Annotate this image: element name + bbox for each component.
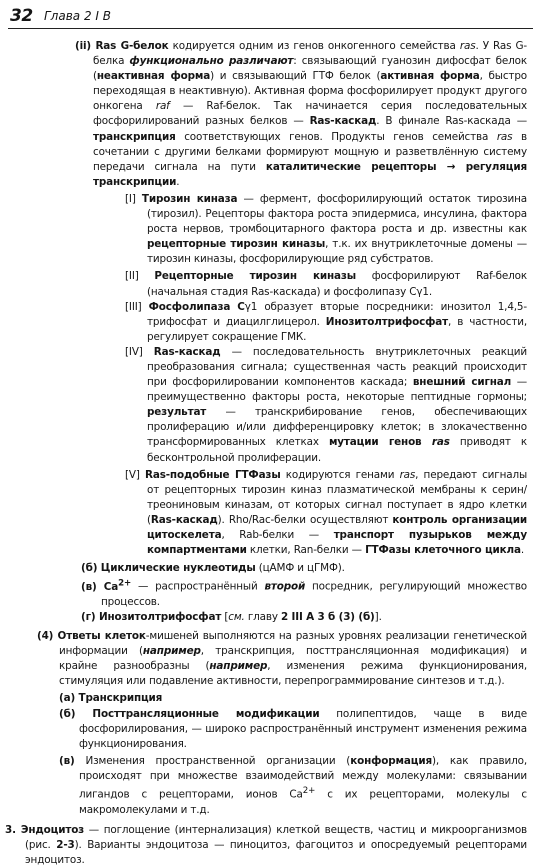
page-body <box>0 39 541 868</box>
chapter-title: Глава 2 I В <box>44 9 111 23</box>
para-calcium: (в) $Ca^{2+}$ — распространённый второй посредник, регулирующий множество процессов. <box>81 578 527 608</box>
para-posttranslational: (б) Посттрансляционные модификации полипептидов, чаще в виде фосфорилирования, — широко распространённый инструмент изменения режима функционирования. <box>59 707 527 750</box>
para-phospholipase: [III] Фосфолипаза Cγ1 образует вторые посредники: инозитол 1,4,5-трифосфат и диацилглицерол. Инозитолтрифосфат, в частности, регулирует сокращение ГМК. <box>125 300 527 343</box>
para-ras-g-protein: (ii) Ras G-белок кодируется одним из генов онкогенного семейства ras. У Ras G-белка функционально различают: связывающий гуанозин дифосфат белок (неактивная форма) и связывающий ГТФ белок (активная форма, быстро переходящая в неактивную). Активная форма фосфорилирует продукт другого онкогена raf — Raf-белок. Так начинается серия последовательных фосфорилирований разных белков — Ras-каскад. В финале Ras-каскада — транскрипция соответствующих генов. Продукты генов семейства ras в сочетании с другими белками формируют мощную и разветвлённую систему передачи сигнала на пути каталитические рецепторы → регуляция транскрипции. <box>75 40 527 188</box>
para-cyclic-nucleotides: (б) Циклические нуклеотиды (цАМФ и цГМФ). <box>81 562 345 575</box>
para-ras-gtpases: [V] Ras-подобные ГТФазы кодируются генами ras, передают сигналы от рецепторных тирозин киназ плазматической мембраны к серин/треониновым киназам, от которых сигнал поступает в ядро клетки (Ras-каскад). Rho/Rac-белки осуществляют контроль организации цитоскелета, Rab-белки — транспорт пузырьков между компартментами клетки, Ran-белки — ГТФазы клеточного цикла. <box>125 468 528 557</box>
para-receptor-kinases: [II] Рецепторные тирозин киназы фосфорилируют Raf-белок (начальная стадия Ras-каскада) и фосфолипазу Cγ1. <box>125 270 528 298</box>
page-header <box>8 6 533 29</box>
para-transcription: (а) Транскрипция <box>59 692 163 705</box>
para-cell-responses: (4) Ответы клеток-мишеней выполняются на разных уровнях реализации генетической информации (например, транскрипция, посттрансляционная модификация) и крайне разнообразны (например, изменения режима функционирования, стимуляция или подавление активности, перепрограммирование синтезов и т.д.). <box>37 630 527 688</box>
para-tyrosine-kinase: [I] Тирозин киназа — фермент, фосфорилирующий остаток тирозина (тирозил). Рецепторы фактора роста эпидермиса, инсулина, фактора роста нервов, тромбоцитарного фактора роста и др. известны как рецепторные тирозин киназы, т.к. их внутриклеточные домены — тирозин киназы, фосфорилирующие ряд субстратов. <box>125 192 528 266</box>
para-ras-cascade: [IV] Ras-каскад — последовательность внутриклеточных реакций преобразования сигнала; существенная часть реакций происходит при фосфорилировании компонентов каскада; внешний сигнал — преимущественно факторы роста, некоторые пептидные гормоны; результат — транскрибирование генов, обеспечивающих пролиферацию и/или дифференцировку клеток; в злокачественно трансформированных клетках мутации генов ras приводят к бесконтрольной пролиферации. <box>125 345 527 464</box>
para-conformation: (в) Изменения пространственной организации (конформация), как правило, происходят при множестве взаимодействий между молекулами: связывании лигандов с рецепторами, ионов $Ca^{2+}$ с их рецепторами, молекулы с макромолекулами и т.д. <box>59 754 527 816</box>
para-endocytosis: 3. Эндоцитоз — поглощение (интернализация) клеткой веществ, частиц и микроорганизмов (рис. 2-3). Варианты эндоцитоза — пиноцитоз, фагоцитоз и опосредуемый рецепторами эндоцитоз. <box>5 823 528 866</box>
para-inositol-triphosphate: (г) Инозитолтрифосфат [см. главу 2 III А 3 б (3) (б)]. <box>81 610 382 623</box>
page-number: 32 <box>10 6 33 26</box>
